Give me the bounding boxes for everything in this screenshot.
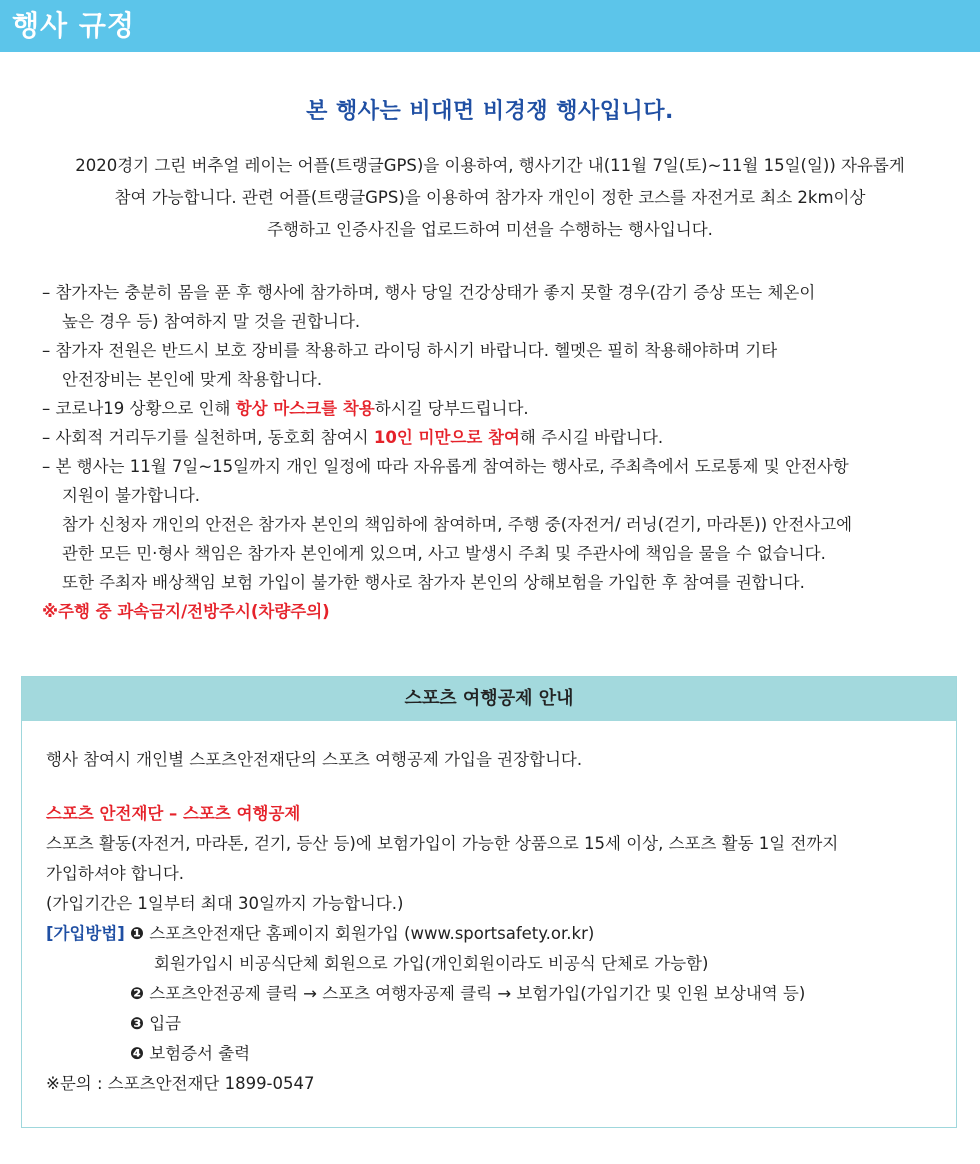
insurance-box — [21, 676, 957, 1128]
signup-step-1 — [46, 919, 936, 949]
intro-line: 참여 가능합니다. 관련 어플(트랭글GPS)을 이용하여 참가자 개인이 정한 코스를 자전거로 최소 2km이상 — [114, 188, 866, 207]
signup-step-3 — [46, 1009, 936, 1039]
insurance-contact: ※문의 : 스포츠안전재단 1899-0547 — [46, 1074, 315, 1093]
rule-health-cont: 높은 경우 등) 참여하지 말 것을 권합니다. — [62, 312, 361, 331]
intro-line: 2020경기 그린 버추얼 레이는 어플(트랭글GPS)을 이용하여, 행사기간 내(11월 7일(토)~11월 15일(일)) 자유롭게 — [75, 156, 905, 175]
rule-distancing-post: 해 주시길 바랍니다. — [519, 428, 664, 447]
rule-mask-post: 하시길 당부드립니다. — [374, 399, 529, 418]
signup-step-4 — [46, 1039, 936, 1069]
rule-mask-pre: – 코로나19 상황으로 인해 — [42, 399, 236, 418]
rule-safety: – 본 행사는 11월 7일~15일까지 개인 일정에 따라 자유롭게 참여하는 행사로, 주최측에서 도로통제 및 안전사항 — [42, 457, 849, 476]
rule-safety-responsibility: 참가 신청자 개인의 안전은 참가자 본인의 책임하에 참여하며, 주행 중(자전거/ 러닝(걷기, 마라톤)) 안전사고에 — [62, 515, 853, 534]
signup-step-2 — [46, 979, 936, 1009]
intro-line: 주행하고 인증사진을 업로드하여 미션을 수행하는 행사입니다. — [267, 220, 713, 239]
speed-warning: ※주행 중 과속금지/전방주시(차량주의) — [42, 602, 330, 621]
intro-paragraph — [30, 150, 950, 246]
step-3-number: ❸ — [130, 1014, 144, 1033]
rule-safety-cont: 지원이 불가합니다. — [62, 486, 201, 505]
rule-distancing-pre: – 사회적 거리두기를 실천하며, 동호회 참여시 — [42, 428, 374, 447]
rule-health: – 참가자는 충분히 몸을 푼 후 행사에 참가하며, 행사 당일 건강상태가 좋지 못할 경우(감기 증상 또는 체온이 — [42, 283, 816, 302]
step-2-text: 스포츠안전공제 클릭 → 스포츠 여행자공제 클릭 → 보험가입(가입기간 및 인원 보상내역 등) — [143, 984, 806, 1003]
step-2-number: ❷ — [130, 984, 144, 1003]
insurance-body — [46, 745, 936, 1099]
event-headline: 본 행사는 비대면 비경쟁 행사입니다. — [306, 99, 674, 124]
insurance-title: 스포츠 여행공제 안내 — [22, 677, 956, 721]
step-1-number: ❶ — [130, 924, 144, 943]
rule-equipment-cont: 안전장비는 본인에 맞게 착용합니다. — [62, 370, 323, 389]
signup-step-1-note: 회원가입시 비공식단체 회원으로 가입(개인회원이라도 비공식 단체로 가능함) — [154, 954, 709, 973]
rules-list — [42, 278, 962, 626]
header-bar — [0, 0, 980, 52]
rule-safety-liability: 관한 모든 민·형사 책임은 참가자 본인에게 있으며, 사고 발생시 주최 및 주관사에 책임을 물을 수 없습니다. — [62, 544, 826, 563]
insurance-desc-cont: 가입하셔야 합니다. — [46, 864, 185, 883]
rule-distancing-highlight: 10인 미만으로 참여 — [373, 428, 520, 447]
rule-equipment: – 참가자 전원은 반드시 보호 장비를 착용하고 라이딩 하시기 바랍니다. 헬멧은 필히 착용해야하며 기타 — [42, 341, 778, 360]
insurance-recommend: 행사 참여시 개인별 스포츠안전재단의 스포츠 여행공제 가입을 권장합니다. — [46, 750, 583, 769]
rule-mask — [42, 394, 962, 423]
step-3-text: 입금 — [143, 1014, 182, 1033]
step-1-text: 스포츠안전재단 홈페이지 회원가입 (www.sportsafety.or.kr) — [143, 924, 595, 943]
step-4-text: 보험증서 출력 — [143, 1044, 251, 1063]
rule-mask-highlight: 항상 마스크를 착용 — [235, 399, 375, 418]
rule-safety-insurance: 또한 주최자 배상책임 보험 가입이 불가한 행사로 참가자 본인의 상해보험을 가입한 후 참여를 권합니다. — [62, 573, 805, 592]
rule-distancing — [42, 423, 962, 452]
insurance-desc: 스포츠 활동(자전거, 마라톤, 걷기, 등산 등)에 보험가입이 가능한 상품으로 15세 이상, 스포츠 활동 1일 전까지 — [46, 834, 839, 853]
insurance-product-title: 스포츠 안전재단 – 스포츠 여행공제 — [46, 804, 301, 823]
insurance-period: (가입기간은 1일부터 최대 30일까지 가능합니다.) — [46, 894, 404, 913]
page-title: 행사 규정 — [12, 9, 135, 42]
signup-method-label: [가입방법] — [46, 924, 125, 943]
step-4-number: ❹ — [130, 1044, 144, 1063]
